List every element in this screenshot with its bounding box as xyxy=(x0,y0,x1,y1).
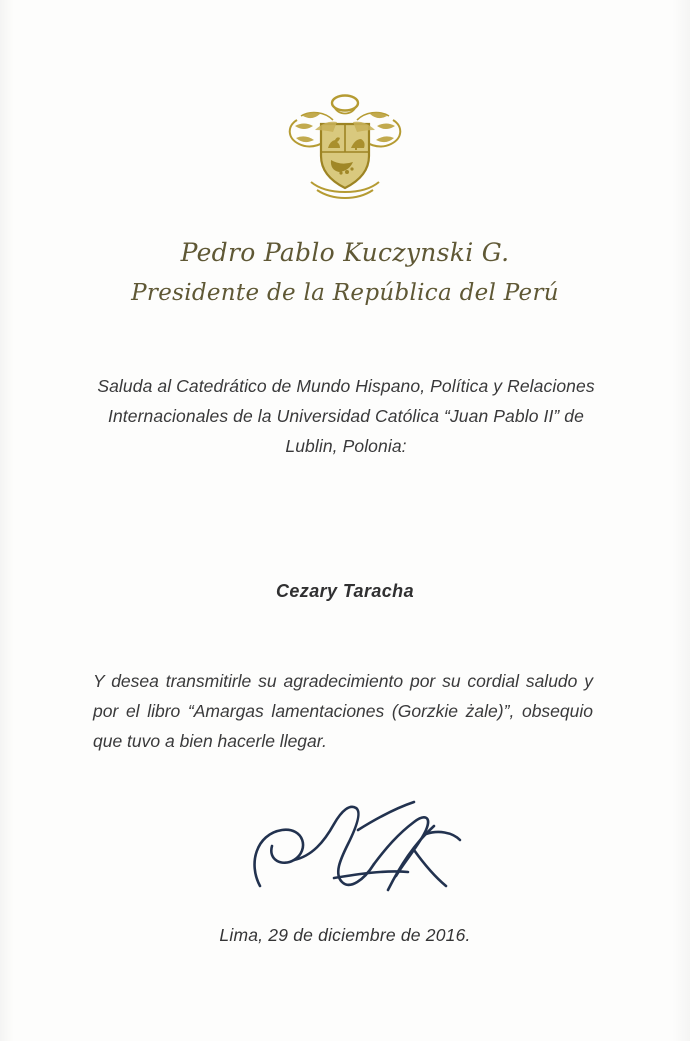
honoree-name: Cezary Taracha xyxy=(275,581,414,601)
body-text: Y desea transmitirle su agradecimiento por su cordial saludo y por el libro “Amargas lamentaciones (Gorzkie żale)”, obsequio que tuvo a bien hacerle llegar. xyxy=(93,671,593,751)
coat-of-arms-container xyxy=(0,86,690,214)
signature-container xyxy=(238,790,488,915)
peru-coat-of-arms-icon xyxy=(281,86,409,214)
handwritten-signature-icon xyxy=(238,790,488,915)
place-and-date: Lima, 29 de diciembre de 2016. xyxy=(219,925,471,945)
salutation-text: Saluda al Catedrático de Mundo Hispano, Política y Relaciones Internacionales de la Universidad Católica “Juan Pablo II” de Lublin, Polonia: xyxy=(97,376,595,456)
president-office: Presidente de la República del Perú xyxy=(131,280,559,306)
signatory-title-block xyxy=(0,236,690,310)
president-name: Pedro Pablo Kuczynski G. xyxy=(180,238,510,267)
